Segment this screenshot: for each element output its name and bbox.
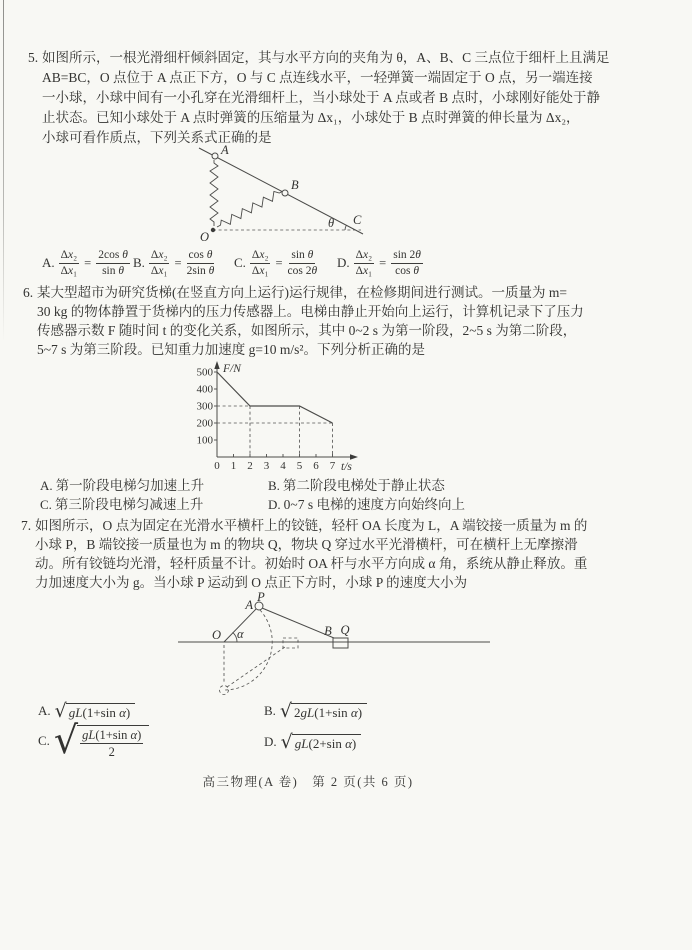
fraction: $\frac{\text{2cos θ}}{\text{sin θ}}$ [98, 248, 128, 277]
q7-text-line: 如图所示，O 点为固定在光滑水平横杆上的铰链，轻杆 OA 长度为 L，A 端铰接一质量为 m 的 [35, 518, 588, 533]
q5-text-line: 小球可看作质点，下列关系式正确的是 [42, 130, 272, 145]
q7-text [35, 516, 587, 592]
label-o: O [200, 230, 210, 242]
q6-text-line: 5~7 s 为第三阶段。已知重力加速度 g=10 m/s²。下列分析正确的是 [37, 342, 425, 357]
label-b: B [324, 624, 332, 638]
q5-option-a [42, 246, 130, 280]
y-tick-300: 300 [196, 400, 213, 413]
x-tick-4: 4 [280, 460, 286, 472]
fraction: $\frac{\text{Δx₂}}{\text{Δx₁}}$ [60, 248, 78, 277]
q6-option-c: C. 第三阶段电梯匀减速上升 [40, 497, 204, 512]
fraction: $\frac{\text{Δx₂}}{\text{Δx₁}}$ [251, 248, 269, 277]
q5-text [42, 48, 609, 148]
y-axis-label: F/N [223, 363, 241, 375]
label-q: Q [340, 623, 350, 637]
theta-angle-arc [345, 225, 346, 230]
q5-number: 5. [28, 50, 39, 65]
x-tick-6: 6 [313, 460, 319, 472]
block-q [333, 638, 348, 648]
q5-option-c [234, 246, 317, 280]
fraction: $\frac{\sin 2\theta}{\text{cos θ}}$ [393, 248, 421, 277]
q7-option-a: A. √ gL(1+sin α) [38, 703, 135, 720]
q7-option-b: B. √ 2gL(1+sin α) [264, 703, 367, 720]
square-root: √ gL(2+sin α) [281, 734, 362, 751]
ball-position-a-ring [212, 153, 218, 159]
rod-ab-final-dashed [227, 647, 285, 687]
q6-text-line: 30 kg 的物体静置于货梯内的压力传感器上。电梯由静止开始向上运行，计算机记录下了压力 [37, 304, 584, 319]
ball-p-trajectory-dashed [224, 610, 272, 690]
x-tick-1: 1 [230, 460, 237, 472]
ball-position-b-ring [282, 190, 288, 196]
label-alpha: α [237, 627, 244, 641]
x-tick-2: 2 [247, 460, 253, 472]
q6-force-time-graph [180, 360, 365, 473]
x-axis-arrowhead [350, 454, 358, 459]
equals-sign: = [379, 255, 387, 270]
label-a: A [221, 145, 229, 157]
y-tick-400: 400 [196, 383, 213, 396]
fraction: $\frac{\text{gL(1+sin α)}}{2}$ [82, 728, 142, 759]
label-o: O [211, 628, 221, 642]
radical-sign: √ [280, 731, 293, 753]
q6-option-a: A. 第一阶段电梯匀加速上升 [40, 478, 205, 493]
q7-text-line: 力加速度大小为 g。当小球 P 运动到 O 点正下方时，小球 P 的速度大小为 [35, 575, 468, 590]
q7-diagram [175, 592, 495, 707]
radical-sign: √ [54, 700, 67, 722]
q6-option-d: D. 0~7 s 电梯的速度方向始终向上 [268, 497, 465, 512]
q6-text [37, 283, 584, 359]
page-footer: 高三物理(A 卷) 第 2 页(共 6 页) [202, 775, 414, 789]
spring-ob [215, 188, 285, 231]
q7-option-d: D. √ gL(2+sin α) [264, 734, 361, 751]
y-tick-500: 500 [196, 366, 213, 379]
q5-text-line: AB=BC，O 点位于 A 点正下方，O 与 C 点连线水平，一轻弹簧一端固定于 O 点，另一端连接 [42, 70, 593, 85]
equals-sign: = [84, 255, 92, 270]
radical-sign: √ [279, 700, 293, 722]
fraction: $\frac{\text{cos θ}}{\text{2sin θ}}$ [186, 248, 215, 277]
scan-edge-artifact [3, 0, 4, 342]
q7-number: 7. [21, 518, 32, 533]
x-tick-5: 5 [296, 460, 303, 472]
equals-sign: = [174, 255, 182, 270]
label-theta: θ [328, 216, 335, 230]
spring-oa [210, 160, 218, 226]
block-q-final-dashed [283, 638, 298, 648]
x-tick-7: 7 [329, 460, 336, 472]
q6-text-line: 传感器示数 F 随时间 t 的变化关系，如图所示，其中 0~2 s 为第一阶段，2~5 s 为第二阶段， [37, 323, 577, 338]
y-tick-200: 200 [196, 417, 213, 430]
fraction: $\frac{\text{Δx₂}}{\text{Δx₁}}$ [150, 248, 168, 277]
q5-diagram [185, 145, 380, 242]
x-tick-3: 3 [263, 460, 270, 472]
radical-sign: √ [53, 718, 79, 762]
q6-option-b: B. 第二阶段电梯处于静止状态 [268, 478, 445, 493]
q5-text-line: 止状态。已知小球处于 A 点时弹簧的压缩量为 Δx₁，小球处于 B 点时弹簧的伸长量为 Δx₂， [42, 110, 580, 125]
square-root: √ 2gL(1+sin α) [280, 703, 367, 720]
force-curve [217, 372, 333, 423]
label-p: P [257, 592, 265, 604]
q7-text-line: 小球 P，B 端铰接一质量也为 m 的物块 Q，物块 Q 穿过水平光滑横杆，可在横杆上无摩擦滑 [35, 537, 578, 552]
option-label: C. [234, 255, 246, 270]
fraction: $\frac{\text{Δx₂}}{\text{Δx₁}}$ [355, 248, 373, 277]
fixed-point-o-dot [211, 228, 215, 232]
q5-text-line: 一小球，小球中间有一小孔穿在光滑细杆上，当小球处于 A 点或者 B 点时，小球刚好能处于静 [42, 90, 601, 105]
label-a: A [245, 598, 253, 612]
q7-text-line: 动。所有铰链均光滑，轻杆质量不计。初始时 OA 杆与水平方向成 α 角，系统从静止释放。重 [35, 556, 588, 571]
fraction: $\frac{\text{sin θ}}{\cos 2\theta}$ [287, 248, 318, 277]
q7-option-c: C. √ $\frac{\text{gL(1+sin α)}}{2}$ [38, 725, 149, 759]
option-label: A. [42, 255, 55, 270]
q5-option-b [133, 246, 214, 280]
square-root: √ gL(1+sin α) [55, 703, 136, 720]
equals-sign: = [275, 255, 283, 270]
q6-number: 6. [23, 285, 34, 300]
q6-text-line: 某大型超市为研究货梯(在竖直方向上运行)运行规律，在检修期间进行测试。一质量为 m= [37, 285, 567, 300]
option-label: D. [337, 255, 350, 270]
x-tick-0: 0 [214, 460, 220, 472]
square-root [53, 718, 149, 762]
x-axis-label: t/s [341, 461, 352, 473]
y-axis-arrowhead [214, 361, 219, 369]
q5-text-line: 如图所示，一根光滑细杆倾斜固定，其与水平方向的夹角为 θ，A、B、C 三点位于细杆上且满足 [42, 50, 610, 65]
label-c: C [353, 213, 362, 227]
option-label: B. [133, 255, 145, 270]
label-b: B [291, 178, 299, 192]
y-tick-100: 100 [196, 434, 213, 447]
q5-option-d [337, 246, 423, 280]
